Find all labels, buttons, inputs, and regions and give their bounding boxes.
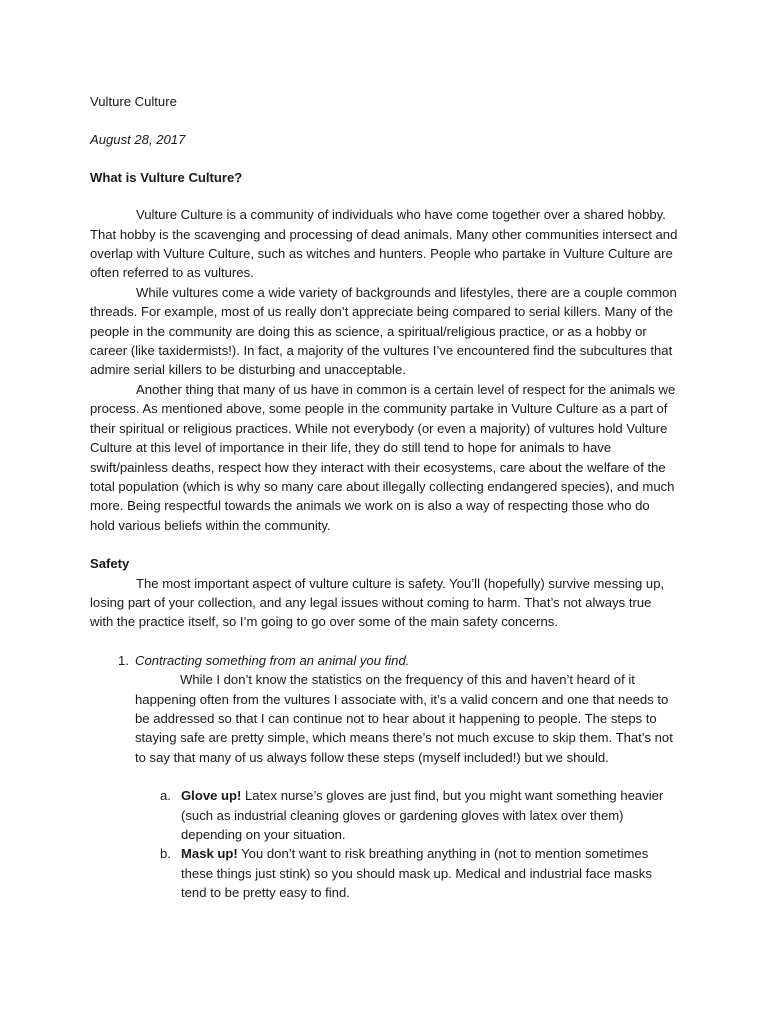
numbered-item-body: While I don’t know the statistics on the frequency of this and haven’t heard of it happening often from the vultures I associate with, it’s a valid concern and one that needs to be addressed so that I can continue not to hear about it happening to people. The steps to staying safe are pretty simple, which means there’s not much excuse to skip them. That’s not to say that many of us always follow these steps (myself included!) but we should.: [135, 672, 673, 765]
list-item-text: Latex nurse’s gloves are just find, but you might want something heavier (such as industrial cleaning gloves or gardening gloves with latex over them) depending on your situation.: [181, 788, 664, 842]
list-item-glove-up: [90, 786, 678, 844]
heading-safety: Safety: [90, 556, 130, 572]
document-title: Vulture Culture: [90, 94, 177, 109]
intro-section: [90, 205, 678, 535]
list-item-bold: Glove up!: [181, 788, 242, 804]
list-item-mask-up: [90, 844, 678, 902]
list-number: 1.: [118, 652, 129, 668]
document-page: [90, 92, 678, 903]
list-letter: a.: [160, 788, 171, 804]
intro-paragraph-2: While vultures come a wide variety of backgrounds and lifestyles, there are a couple common threads. For example, most of us really don’t appreciate being compared to serial killers. Many of the people in the community are doing this as science, a spiritual/religious practice, or as a hobby or career (like taxidermists!). In fact, a majority of the vultures I’ve encountered find the subcultures that admire serial killers to be disturbing and unacceptable.: [90, 284, 677, 378]
heading-what-is-vulture-culture: What is Vulture Culture?: [90, 169, 243, 185]
numbered-item-1: [90, 651, 678, 670]
safety-paragraph: The most important aspect of vulture culture is safety. You’ll (hopefully) survive messing up, losing part of your collection, and any legal issues without coming to harm. That’s not always true with the practice itself, so I’m going to go over some of the main safety concerns.: [90, 575, 665, 630]
document-date: August 28, 2017: [90, 132, 186, 148]
intro-paragraph-3: Another thing that many of us have in common is a certain level of respect for the animals we process. As mentioned above, some people in the community partake in Vulture Culture as a part of their spiritual or religious practices. While not everybody (or even a majority) of vultures hold Vulture Culture at this level of importance in their life, they do still tend to hope for animals to have swift/painless deaths, respect how they interact with their ecosystems, care about the welfare of the total population (which is why so many care about illegally collecting endangered species), and much more. Being respectful towards the animals we work on is also a way of respecting those who do hold various beliefs within the community.: [90, 381, 676, 533]
list-letter: b.: [160, 846, 171, 862]
intro-paragraph-1: Vulture Culture is a community of individuals who have come together over a shared hobby. That hobby is the scavenging and processing of dead animals. Many other communities intersect and overlap with Vulture Culture, such as witches and hunters. People who partake in Vulture Culture are often referred to as vultures.: [90, 207, 678, 281]
list-item-text: You don’t want to risk breathing anything in (not to mention sometimes these things just stink) so you should mask up. Medical and industrial face masks tend to be pretty easy to find.: [181, 846, 652, 901]
numbered-item-title: Contracting something from an animal you find.: [135, 652, 410, 668]
safety-steps-list: [90, 786, 678, 902]
list-item-bold: Mask up!: [181, 846, 238, 862]
